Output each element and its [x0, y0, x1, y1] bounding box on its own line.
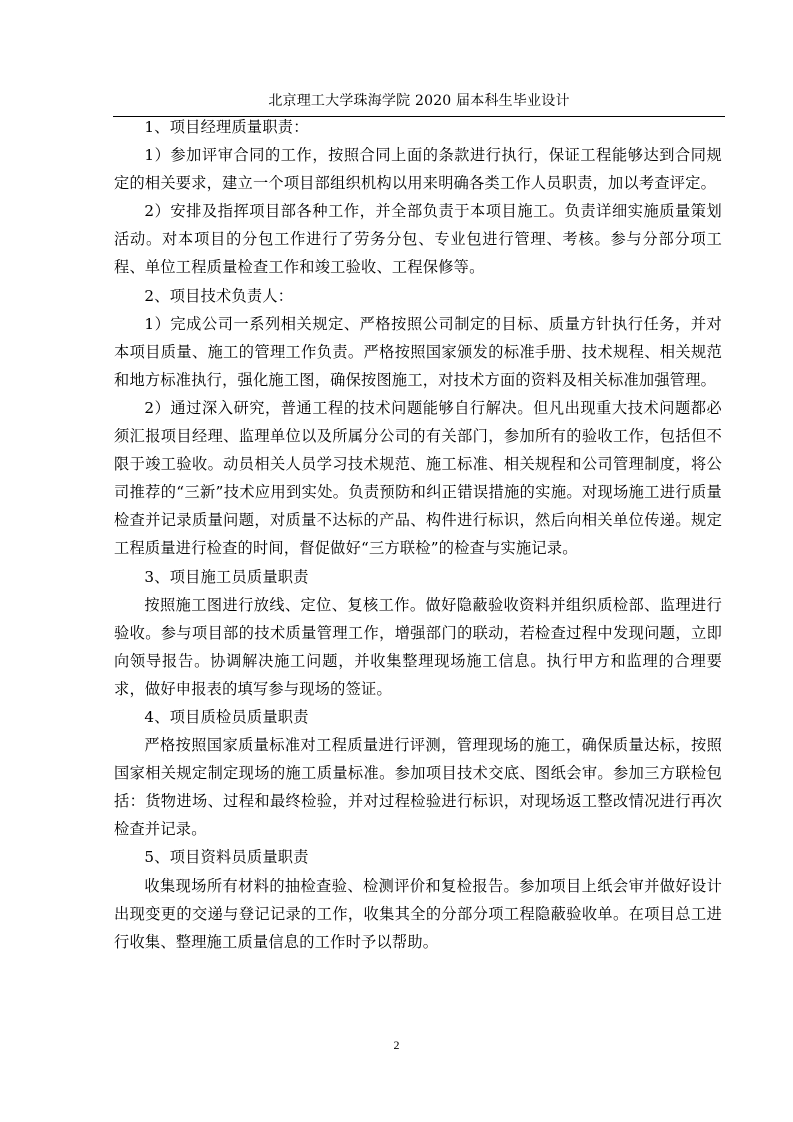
- section-heading-project-manager: 1、项目经理质量职责：: [144, 118, 309, 136]
- body-paragraph: 2）通过深入研究，普通工程的技术问题能够自行解决。但凡出现重大技术问题都必须汇报项目经理、监理单位以及所属分公司的有关部门，参加所有的验收工作，包括但不限于竣工验收。动员相关人员学习技术规范、施工标准、相关规程和公司管理制度，将公司推荐的“三新”技术应用到实处。负责预防和纠正错误措施的实施。对现场施工进行质量检查并记录质量问题，对质量不达标的产品、构件进行标识，然后向相关单位传递。规定工程质量进行检查的时间，督促做好“三方联检”的检查与实施记录。: [114, 398, 722, 558]
- section-heading-construction-staff: 3、项目施工员质量职责: [144, 567, 309, 586]
- section-heading-quality-inspector: 4、项目质检员质量职责: [144, 707, 309, 726]
- body-paragraph: 1）参加评审合同的工作，按照合同上面的条款进行执行，保证工程能够达到合同规定的相关要求，建立一个项目部组织机构以用来明确各类工作人员职责，加以考查评定。: [114, 146, 722, 193]
- body-paragraph: 严格按照国家质量标准对工程质量进行评测，管理现场的施工，确保质量达标，按照国家相关规定制定现场的施工质量标准。参加项目技术交底、图纸会审。参加三方联检包括：货物进场、过程和最终检验，并对过程检验进行标识，对现场返工整改情况进行再次检查并记录。: [114, 736, 722, 839]
- body-paragraph: 1）完成公司一系列相关规定、严格按照公司制定的目标、质量方针执行任务，并对本项目质量、施工的管理工作负责。严格按照国家颁发的标准手册、技术规程、相关规范和地方标准执行，强化施工图，确保按图施工，对技术方面的资料及相关标准加强管理。: [114, 314, 722, 389]
- page-number: 2: [393, 1038, 400, 1052]
- body-paragraph: 按照施工图进行放线、定位、复核工作。做好隐蔽验收资料并组织质检部、监理进行验收。参与项目部的技术质量管理工作，增强部门的联动，若检查过程中发现问题，立即向领导报告。协调解决施工问题，并收集整理现场施工信息。执行甲方和监理的合理要求，做好申报表的填写参与现场的签证。: [114, 595, 722, 698]
- section-heading-document-clerk: 5、项目资料员质量职责: [144, 848, 309, 867]
- body-paragraph: 收集现场所有材料的抽检查验、检测评价和复检报告。参加项目上纸会审并做好设计出现变更的交递与登记记录的工作，收集其全的分部分项工程隐蔽验收单。在项目总工进行收集、整理施工质量信息的工作时予以帮助。: [114, 876, 722, 951]
- body-paragraph: 2）安排及指挥项目部各种工作，并全部负责于本项目施工。负责详细实施质量策划活动。对本项目的分包工作进行了劳务分包、专业包进行管理、考核。参与分部分项工程、单位工程质量检查工作和竣工验收、工程保修等。: [114, 202, 722, 277]
- page-header: 北京理工大学珠海学院 2020 届本科生毕业设计: [113, 90, 725, 117]
- document-body: [114, 113, 722, 956]
- section-heading-technical-lead: 2、项目技术负责人：: [144, 286, 294, 305]
